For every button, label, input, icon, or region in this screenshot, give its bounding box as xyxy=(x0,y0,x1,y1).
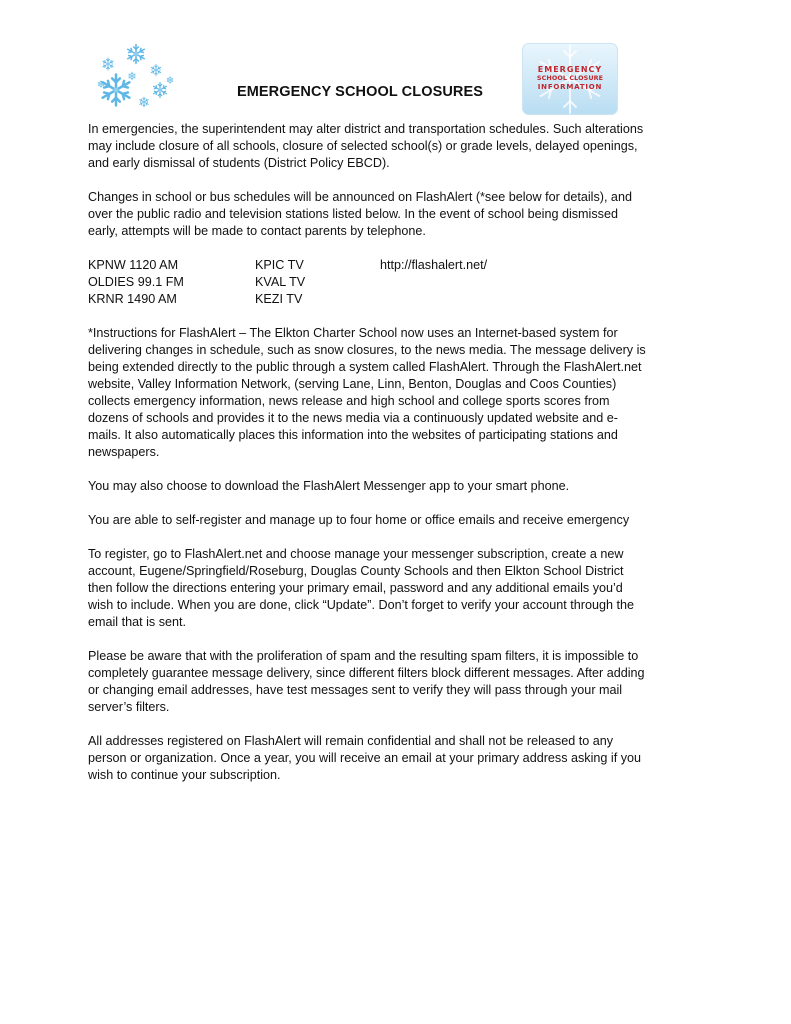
logo-line-1: EMERGENCY xyxy=(537,65,603,74)
web-column xyxy=(380,257,580,308)
tv-station: KPIC TV xyxy=(255,258,304,272)
document-body xyxy=(88,121,648,801)
paragraph-announcements: Changes in school or bus schedules will be announced on FlashAlert (*see below for details), and over the public radio and television stations listed below. In the event of school being dismissed early, attempts will be made to contact parents by telephone. xyxy=(88,190,632,238)
paragraph-emergencies: In emergencies, the superintendent may alter district and transportation schedules. Such alterations may include closure of all schools, closure of selected school(s) or grade levels, delayed openings, and early dismissal of students (District Policy EBCD). xyxy=(88,122,644,170)
radio-station: OLDIES 99.1 FM xyxy=(88,275,184,289)
flashalert-url: http://flashalert.net/ xyxy=(380,258,488,272)
tv-station: KEZI TV xyxy=(255,292,303,306)
emergency-school-closure-logo xyxy=(522,43,618,115)
paragraph-flashalert-instructions: *Instructions for FlashAlert – The Elkton Charter School now uses an Internet-based system for delivering changes in schedule, such as snow closures, to the news media. The message delivery is being extended directly to the public through a system called FlashAlert. Through the FlashAlert.net website, Valley Information Network, (serving Lane, Linn, Benton, Douglas and Coos Counties) collects emergency information, news release and high school and college sports scores from dozens of schools and provides it to the news media via a continuously updated website and e-mails. It also automatically places this information into the websites of participating stations and newspapers. xyxy=(88,326,646,459)
paragraph-self-register: You are able to self-register and manage up to four home or office emails and receive emergency xyxy=(88,513,630,527)
snowflake-cluster-icon xyxy=(96,40,178,116)
stations-list xyxy=(88,257,648,308)
page-title: EMERGENCY SCHOOL CLOSURES xyxy=(236,84,484,100)
logo-line-3: INFORMATION xyxy=(537,83,603,91)
logo-text xyxy=(522,65,618,92)
paragraph-spam-notice: Please be aware that with the proliferation of spam and the resulting spam filters, it is impossible to completely guarantee message delivery, since different filters block different messages. After adding or changing email addresses, have test messages sent to verify they will pass through your mail server’s filters. xyxy=(88,649,645,714)
radio-station: KRNR 1490 AM xyxy=(88,292,177,306)
radio-station: KPNW 1120 AM xyxy=(88,258,179,272)
tv-station: KVAL TV xyxy=(255,275,306,289)
logo-line-2: SCHOOL CLOSURE xyxy=(536,74,604,82)
paragraph-registration-steps: To register, go to FlashAlert.net and choose manage your messenger subscription, create a new account, Eugene/Springfield/Roseburg, Douglas County Schools and then Elkton School District then follow the directions entering your primary email, password and any additional emails you’d wish to include. When you are done, click “Update”. Don’t forget to verify your account through the email that is sent. xyxy=(88,547,635,629)
tv-stations-column xyxy=(255,257,380,308)
paragraph-messenger-app: You may also choose to download the FlashAlert Messenger app to your smart phone. xyxy=(88,479,570,493)
radio-stations-column xyxy=(88,257,255,308)
paragraph-confidentiality: All addresses registered on FlashAlert will remain confidential and shall not be released to any person or organization. Once a year, you will receive an email at your primary address asking if you wish to continue your subscription. xyxy=(88,734,641,782)
